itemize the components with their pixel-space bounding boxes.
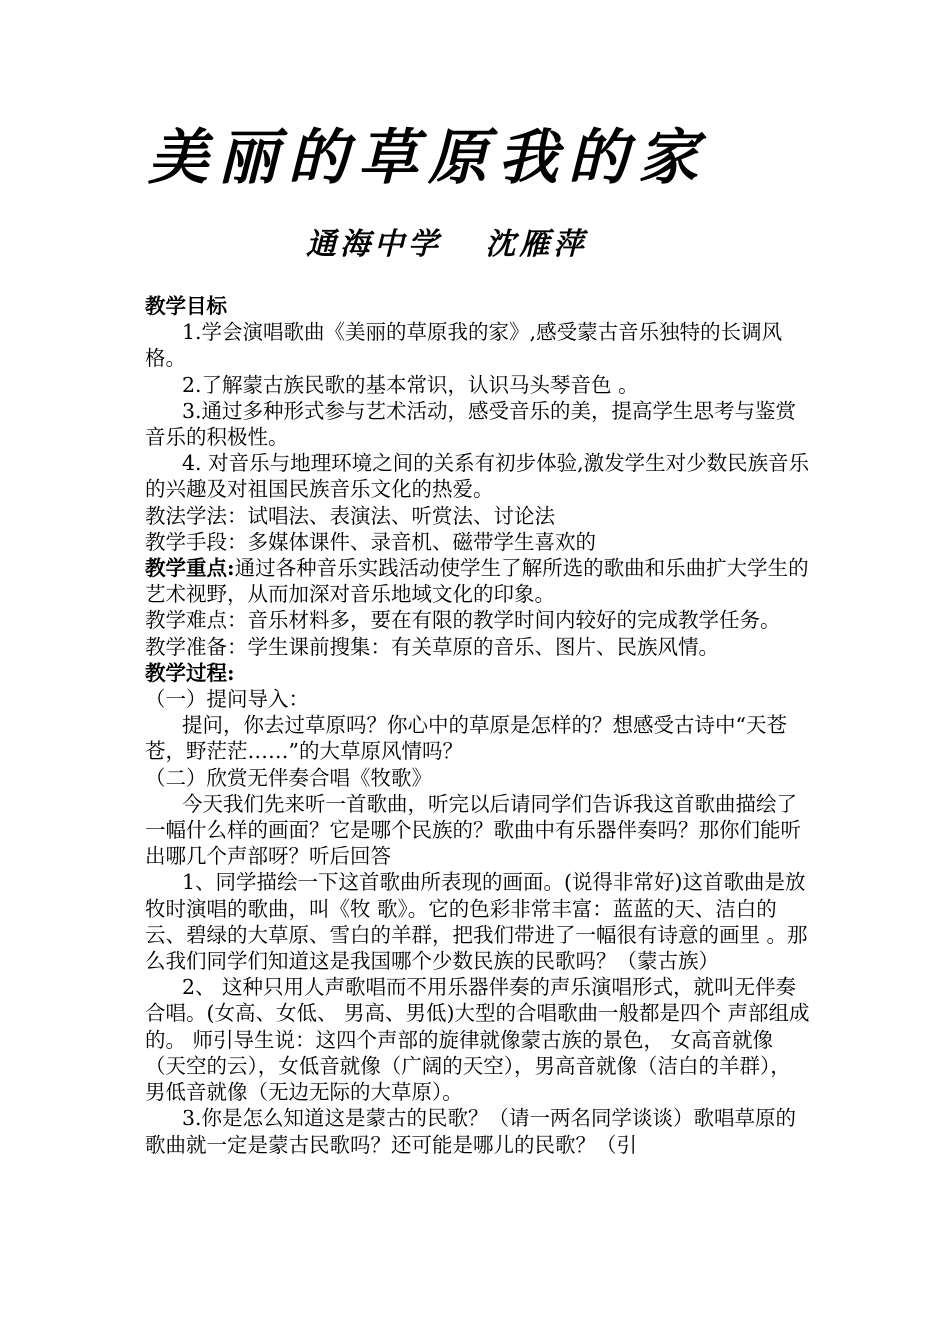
author-line: 通海中学 沈雁萍 bbox=[306, 227, 588, 262]
teaching-methods: 教法学法：试唱法、表演法、听赏法、讨论法 bbox=[145, 503, 555, 528]
section-paragraph: 2、 这种只用人声歌唱而不用乐器伴奏的声乐演唱形式，就叫无伴奏合唱。(女高、女低、 男高、男低)大型的合唱歌曲一般都是四个 声部组成的。 师引导生说：这四个声部的旋律就像蒙古族的景色， 女高音就像（天空的云），女低音就像（广阔的天空），男高音就像（洁白的羊群），男低音就像（无边无际的大草原）。 bbox=[145, 975, 810, 1105]
key-points-label: 教学重点: bbox=[145, 556, 235, 581]
objective-item: 1.学会演唱歌曲《美丽的草原我的家》,感受蒙古音乐独特的长调风格。 bbox=[145, 320, 783, 371]
objective-item: 4. 对音乐与地理环境之间的关系有初步体验,激发学生对少数民族音乐的兴趣及对祖国民族音乐文化的热爱。 bbox=[145, 451, 810, 502]
document-body bbox=[145, 293, 810, 1158]
section-heading: （一）提问导入： bbox=[145, 687, 309, 712]
teaching-difficulties: 教学难点：音乐材料多，要在有限的教学时间内较好的完成教学任务。 bbox=[145, 608, 781, 633]
section-paragraph: 提问，你去过草原吗？你心中的草原是怎样的？想感受古诗中“天苍苍，野茫茫……”的大草原风情吗？ bbox=[145, 713, 787, 764]
document-title: 美丽的草原我的家 bbox=[148, 123, 708, 193]
key-points-text: 通过各种音乐实践活动使学生了解所选的歌曲和乐曲扩大学生的艺术视野，从而加深对音乐地域文化的印象。 bbox=[145, 556, 809, 607]
section-paragraph: 1、同学描绘一下这首歌曲所表现的画面。(说得非常好)这首歌曲是放牧时演唱的歌曲，叫《牧 歌》。它的色彩非常丰富：蓝蓝的天、洁白的云、碧绿的大草原、雪白的羊群，把我们带进了一幅很有诗意的画里 。那么我们同学们知道这是我国哪个少数民族的民歌吗？（蒙古族） bbox=[145, 870, 808, 974]
objective-item: 3.通过多种形式参与艺术活动，感受音乐的美，提高学生思考与鉴赏音乐的积极性。 bbox=[145, 398, 797, 450]
objectives-heading: 教学目标 bbox=[145, 294, 227, 318]
process-heading: 教学过程: bbox=[145, 660, 235, 685]
key-points bbox=[145, 555, 810, 607]
objective-item: 2.了解蒙古族民歌的基本常识，认识马头琴音色 。 bbox=[182, 372, 639, 397]
teaching-preparation: 教学准备：学生课前搜集：有关草原的音乐、图片、民族风情。 bbox=[145, 634, 719, 659]
section-heading: （二）欣赏无伴奏合唱《牧歌》 bbox=[145, 765, 432, 790]
teaching-means: 教学手段：多媒体课件、录音机、磁带学生喜欢的 bbox=[145, 529, 596, 554]
section-paragraph: 今天我们先来听一首歌曲，听完以后请同学们告诉我这首歌曲描绘了一幅什么样的画面？它是哪个民族的？歌曲中有乐器伴奏吗？那你们能听出哪几个声部呀？听后回答 bbox=[145, 791, 801, 869]
section-paragraph: 3.你是怎么知道这是蒙古的民歌？（请一两名同学谈谈）歌唱草原的歌曲就一定是蒙古民歌吗？还可能是哪儿的民歌？（引 bbox=[145, 1106, 797, 1157]
